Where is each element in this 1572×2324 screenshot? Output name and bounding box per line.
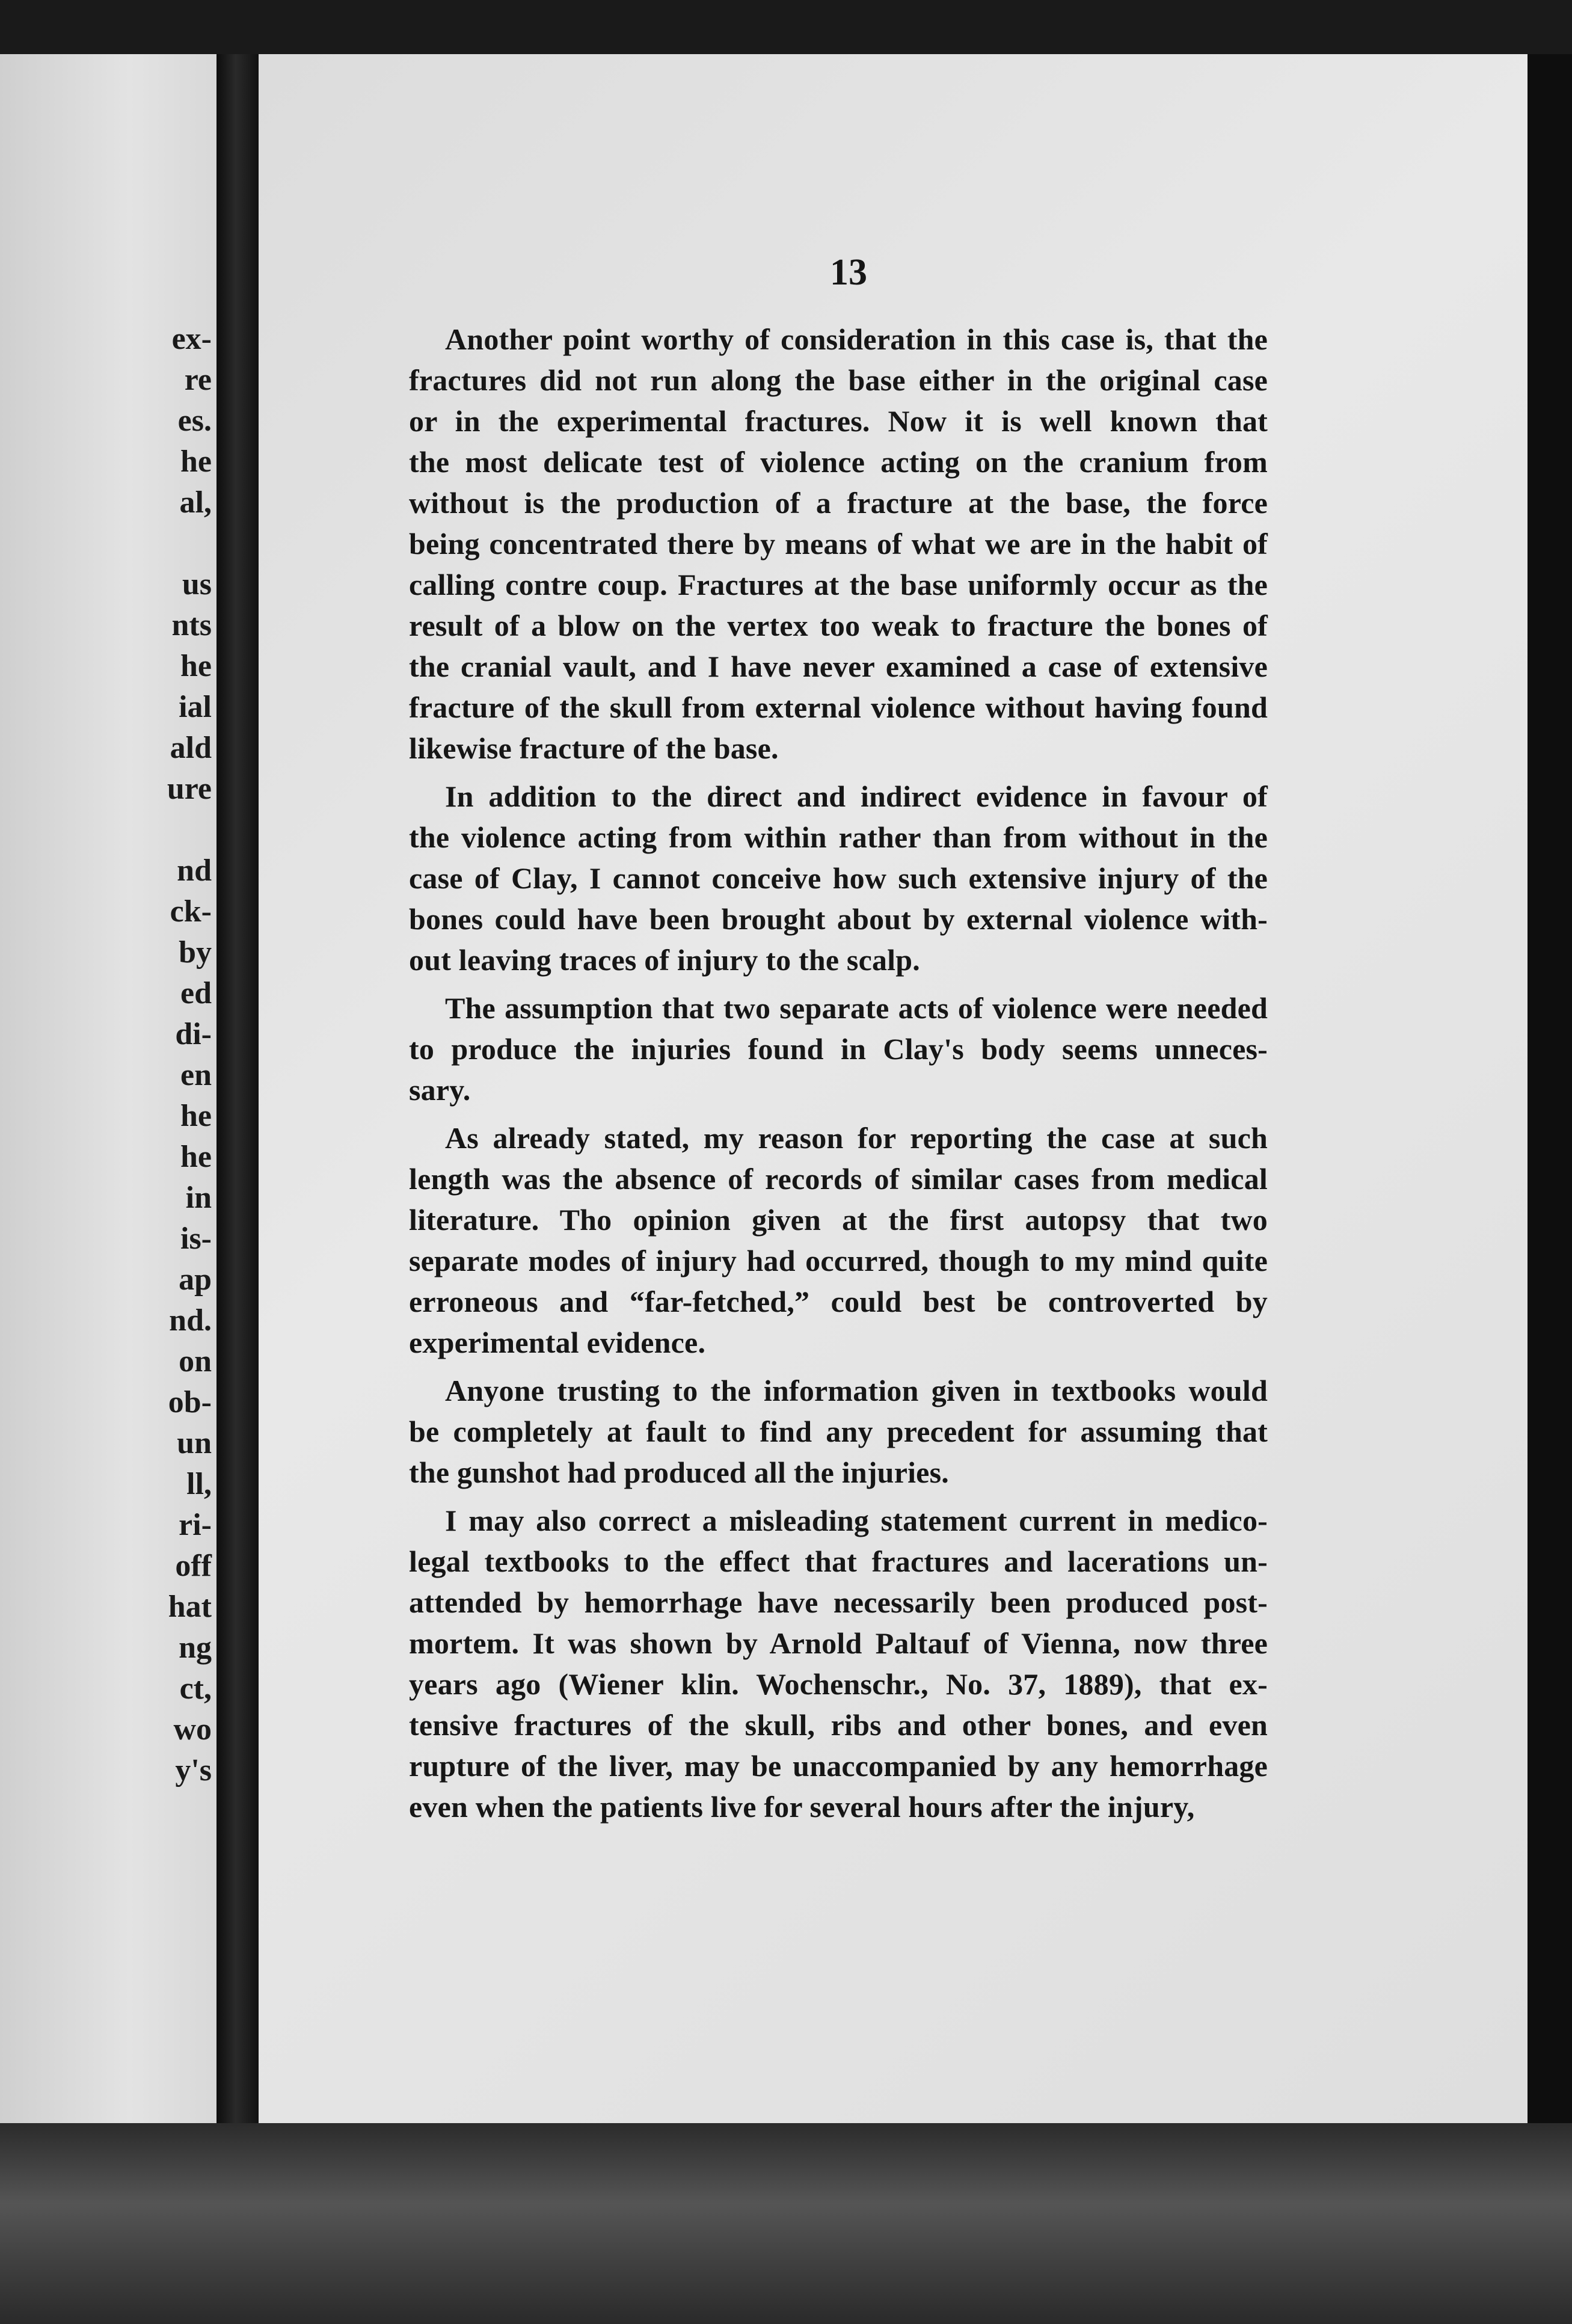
facing-page-fragment: es. [177,404,212,438]
text-line: result of a blow on the vertex too weak to fracture the bones of [409,609,1268,642]
paragraph-gap [409,769,1268,776]
facing-page-fragment: re [184,363,212,397]
paragraph [409,1500,1268,1827]
text-line: In addition to the direct and indirect evidence in favour of [445,779,1268,813]
facing-page-fragment: ald [170,731,212,765]
facing-page-fragment: wo [173,1712,212,1747]
paragraph-gap [409,980,1268,988]
text-line: sary. [409,1073,471,1107]
text-line: without is the production of a fracture at the base, the force [409,486,1268,520]
text-line: being concentrated there by means of what we are in the habit of [409,527,1268,561]
facing-page-fragment: ex- [171,322,212,356]
book-gutter [216,54,265,2123]
facing-page-fragment: on [179,1344,212,1379]
text-line: be completely at fault to find any precedent for assuming that [409,1415,1268,1448]
text-line: to produce the injuries found in Clay's body seems unneces- [409,1032,1268,1066]
paragraph [409,776,1268,980]
facing-page-fragment: by [179,935,212,970]
text-line: attended by hemorrhage have necessarily been produced post- [409,1585,1268,1619]
text-line: tensive fractures of the skull, ribs and other bones, and even [409,1708,1268,1742]
facing-page-fragment: he [180,1140,212,1174]
text-line: fractures did not run along the base either in the original case [409,363,1268,397]
facing-page-fragment: is- [180,1222,212,1256]
facing-page-fragment: ck- [170,894,212,929]
facing-page-fragment: hat [168,1590,212,1624]
scan-bottom-band [0,2123,1572,2324]
facing-page-fragment: y's [175,1753,212,1788]
facing-page-fragment: ob- [168,1385,212,1419]
facing-page-fragment: he [180,1099,212,1133]
text-line: erroneous and “far-fetched,” could best be controverted by [409,1285,1268,1318]
facing-page-fragment: nd [177,853,212,888]
facing-page-fragment: ed [180,976,212,1010]
facing-page-fragment: un [177,1426,212,1460]
text-line: the violence acting from within rather than from without in the [409,820,1268,854]
paragraph-gap [409,1493,1268,1500]
text-line: rupture of the liver, may be unaccompanied by any hemorrhage [409,1749,1268,1783]
text-line: bones could have been brought about by external violence with- [409,902,1268,936]
text-line: the most delicate test of violence acting on the cranium from [409,445,1268,479]
paragraph-gap [409,1110,1268,1117]
facing-page-fragment: en [180,1058,212,1092]
facing-page-edge [0,54,216,2123]
text-line: case of Clay, I cannot conceive how such extensive injury of the [409,861,1268,895]
paragraph-gap [409,1363,1268,1370]
facing-page-fragment: off [175,1549,212,1583]
facing-page-fragment: ll, [186,1467,212,1501]
facing-page-fragment: ial [179,690,212,724]
paragraph [409,1117,1268,1363]
facing-page-fragment: ap [179,1262,212,1297]
text-line: experimental evidence. [409,1326,706,1359]
facing-page-fragment: ure [167,772,212,806]
text-line: even when the patients live for several hours after the injury, [409,1790,1195,1824]
text-line: mortem. It was shown by Arnold Paltauf of Vienna, now three [409,1626,1268,1660]
facing-page-fragment: he [180,649,212,683]
text-line: length was the absence of records of similar cases from medical [409,1162,1268,1196]
text-line: legal textbooks to the effect that fractures and lacerations un- [409,1545,1268,1578]
text-line: out leaving traces of injury to the scalp. [409,943,920,977]
paragraph [409,1370,1268,1493]
text-line: Another point worthy of consideration in this case is, that the [445,322,1268,356]
text-line: Anyone trusting to the information given in textbooks would [445,1374,1268,1407]
facing-page-fragment: in [185,1181,212,1215]
text-line: I may also correct a misleading statement current in medico- [445,1504,1268,1537]
facing-page-fragment: ri- [179,1508,212,1542]
text-line: or in the experimental fractures. Now it is well known that [409,404,1268,438]
text-line: The assumption that two separate acts of violence were needed [445,991,1268,1025]
text-line: fracture of the skull from external violence without having found [409,690,1268,724]
facing-page-fragment: nts [171,608,212,642]
text-line: As already stated, my reason for reporting the case at such [445,1121,1268,1155]
text-line: the cranial vault, and I have never examined a case of extensive [409,650,1268,683]
body-text [409,319,1268,1827]
facing-page-fragment: ng [179,1631,212,1665]
facing-page-fragment: di- [175,1017,212,1051]
scan-right-edge [1527,54,1572,2123]
text-line: years ago (Wiener klin. Wochenschr., No. 37, 1889), that ex- [409,1667,1268,1701]
paragraph [409,319,1268,769]
facing-page-fragment: nd. [169,1303,212,1338]
text-line: literature. Tho opinion given at the first autopsy that two [409,1203,1268,1237]
paragraph [409,988,1268,1110]
text-line: separate modes of injury had occurred, though to my mind quite [409,1244,1268,1277]
text-line: calling contre coup. Fractures at the base uniformly occur as the [409,568,1268,601]
facing-page-fragment: ct, [179,1671,212,1706]
facing-page-fragment: he [180,444,212,479]
facing-page-fragment: al, [179,485,212,520]
facing-page-fragment: us [182,567,212,601]
text-line: likewise fracture of the base. [409,731,779,765]
text-line: the gunshot had produced all the injuries. [409,1456,949,1489]
page-number: 13 [830,252,867,293]
